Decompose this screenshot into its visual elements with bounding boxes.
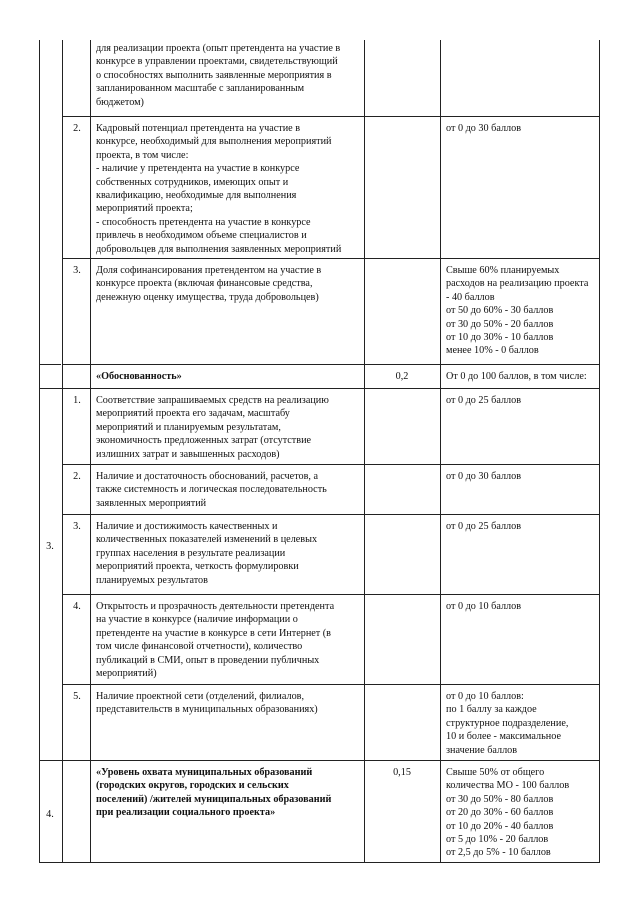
score-text: от 0 до 30 баллов	[446, 123, 522, 134]
item-text: Открытость и прозрачность деятельности претендента на участие в конкурсе (наличие информации о претенденте на участие в конкурсе в сети Интернет (в том числе финансовой отчетности), количество публикаций в СМИ, опыт в проведении публичных мероприятий)	[96, 601, 335, 680]
item-score: от 0 до 30 баллов	[446, 471, 522, 482]
item-number: 3.	[73, 521, 81, 532]
score-text: Свыше 60% планируемых расходов на реализацию проекта - 40 баллов от 50 до 60% - 30 баллов от 30 до 50% - 20 баллов от 10 до 30% - 10 баллов менее 10% - 0 баллов	[446, 265, 589, 357]
item-score: от 0 до 10 баллов: по 1 баллу за каждое структурное подразделение, 10 и более - максимальное значение баллов	[446, 691, 569, 756]
section-weight: 0,2	[395, 371, 409, 382]
criterion-text: Доля софинансирования претендентом на участие в конкурсе проекта (включая финансовые средства, денежную оценку имущества, труда добровольцев)	[96, 265, 322, 303]
item-score: от 0 до 25 баллов	[446, 395, 522, 406]
item-text: Наличие проектной сети (отделений, филиалов, представительств в муниципальных образованиях)	[96, 691, 318, 716]
item-text: Наличие и достижимость качественных и количественных показателей изменений в целевых группах населения в результате реализации мероприятий проекта, четкость формулировки планируемых результатов	[96, 521, 318, 586]
row-number: 2.	[73, 123, 81, 134]
item-text: Соответствие запрашиваемых средств на реализацию мероприятий проекта его задачам, масштабу мероприятий и планируемым результатам, экономичность предложенных затрат (отсутствие излишних затрат и завышенных расходов)	[96, 395, 329, 460]
section-score: От 0 до 100 баллов, в том числе:	[446, 371, 587, 382]
item-number: 4.	[73, 601, 81, 612]
item-score: от 0 до 25 баллов	[446, 521, 522, 532]
section-title: «Уровень охвата муниципальных образований (городских округов, городских и сельских поселений) /жителей муниципальных образований при реализации социального проекта»	[96, 767, 332, 819]
item-number: 1.	[73, 395, 81, 406]
section-number: 3.	[46, 541, 54, 552]
section-weight: 0,15	[393, 767, 411, 778]
section-score: Свыше 50% от общего количества МО - 100 баллов от 30 до 50% - 80 баллов от 20 до 30% - 60 баллов от 10 до 20% - 40 баллов от 5 до 10% - 20 баллов от 2,5 до 5% - 10 баллов	[446, 767, 570, 859]
item-score: от 0 до 10 баллов	[446, 601, 522, 612]
criterion-text: Кадровый потенциал претендента на участие в конкурсе, необходимый для выполнения мероприятий проекта, в том числе: - наличие у претендента на участие в конкурсе собственных сотрудников, имеющих опыт и квалификацию, необходимые для выполнения мероприятий проекта; - способность претендента на участие в конкурсе привлечь в необходимом объеме специалистов и добровольцев для выполнения заявленных мероприятий	[96, 123, 342, 255]
section-number: 4.	[46, 809, 54, 820]
row-number: 3.	[73, 265, 81, 276]
item-text: Наличие и достаточность обоснований, расчетов, а также системность и логическая последовательность заявленных мероприятий	[96, 471, 327, 509]
section-title: «Обоснованность»	[96, 371, 182, 382]
item-number: 2.	[73, 471, 81, 482]
criterion-text: для реализации проекта (опыт претендента на участие в конкурсе в управлении проектами, свидетельствующий о способностях выполнить заявленные мероприятия в запланированном масштабе с запланированным бюджетом)	[96, 43, 341, 108]
item-number: 5.	[73, 691, 81, 702]
